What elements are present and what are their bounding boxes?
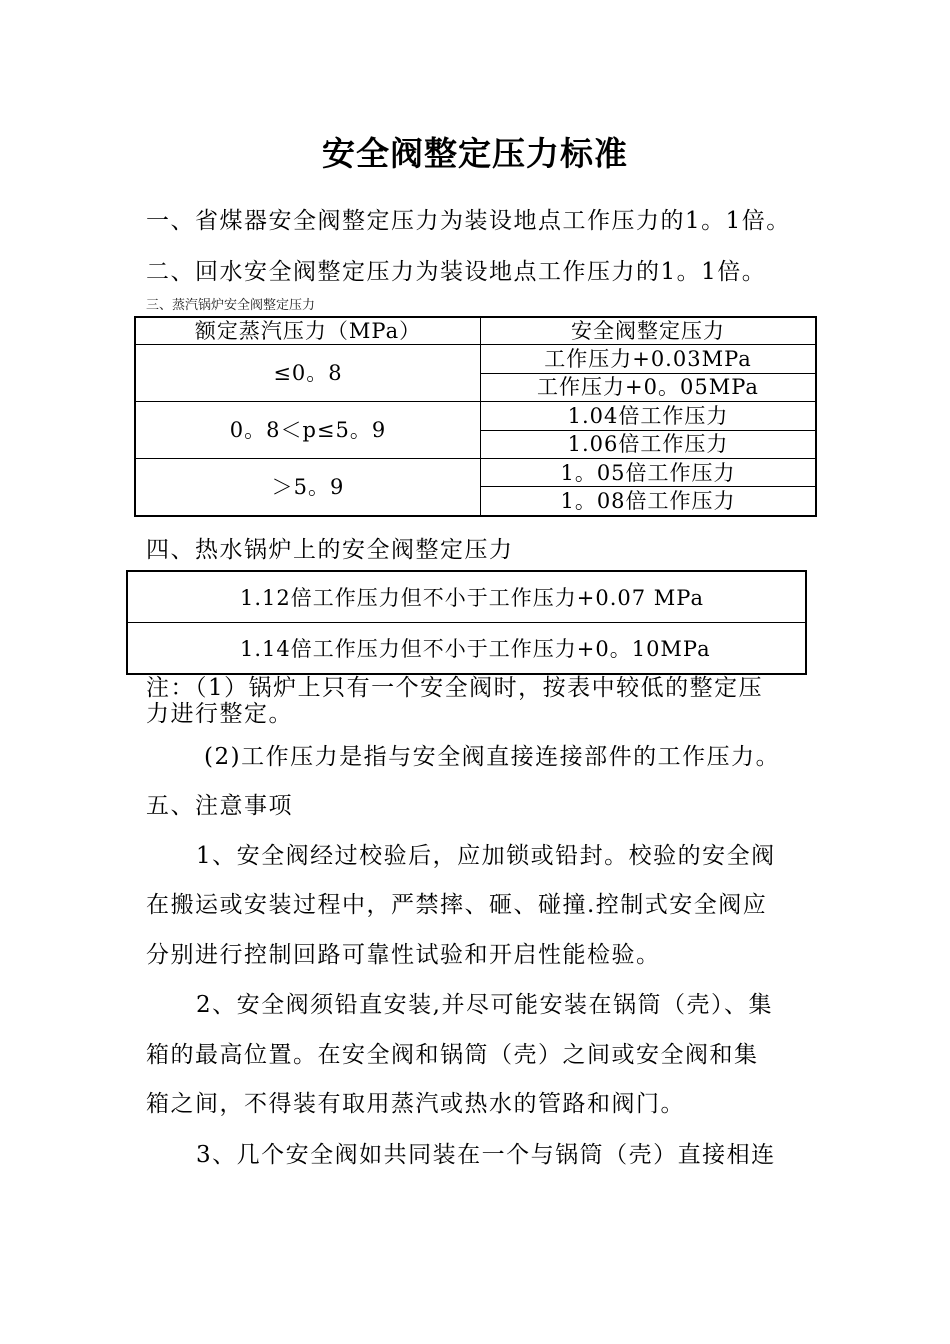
item-economizer: 一、省煤器安全阀整定压力为装设地点工作压力的1。1倍。 <box>146 208 791 234</box>
precaution-1-line-2: 在搬运或安装过程中，严禁摔、砸、碰撞.控制式安全阀应 <box>146 892 768 918</box>
setting-cell: 工作压力+0.03MPa <box>481 345 817 374</box>
range-cell: ＞5。9 <box>135 459 481 517</box>
setting-cell: 1。08倍工作压力 <box>481 487 817 516</box>
item-return-water: 二、回水安全阀整定压力为装设地点工作压力的1。1倍。 <box>146 259 767 285</box>
precaution-2-line-2: 箱的最高位置。在安全阀和锅筒（壳）之间或安全阀和集 <box>146 1042 759 1068</box>
item-steam-caption: 三、蒸汽锅炉安全阀整定压力 <box>146 298 316 313</box>
precaution-2-line-3: 箱之间，不得装有取用蒸汽或热水的管路和阀门。 <box>146 1091 685 1117</box>
note-2: (2)工作压力是指与安全阀直接连接部件的工作压力。 <box>204 744 781 770</box>
table-row <box>135 402 816 431</box>
header-rated-pressure: 额定蒸汽压力（MPa） <box>135 317 481 345</box>
item-precautions-heading: 五、注意事项 <box>146 793 293 819</box>
range-cell: ≤0。8 <box>135 345 481 402</box>
header-set-pressure: 安全阀整定压力 <box>481 317 817 345</box>
precaution-2-line-1: 2、安全阀须铅直安装,并尽可能安装在锅筒（壳）、集 <box>196 992 773 1018</box>
page-title: 安全阀整定压力标准 <box>322 134 628 173</box>
table-row <box>135 345 816 374</box>
setting-cell: 工作压力+0。05MPa <box>481 373 817 402</box>
item-hot-water-heading: 四、热水锅炉上的安全阀整定压力 <box>146 537 514 563</box>
precaution-1-line-3: 分别进行控制回路可靠性试验和开启性能检验。 <box>146 942 661 968</box>
range-cell: 0。8＜p≤5。9 <box>135 402 481 459</box>
hot-water-setting-cell: 1.12倍工作压力但不小于工作压力+0.07 MPa <box>127 571 806 623</box>
table-row <box>127 623 806 675</box>
table-header-row <box>135 317 816 345</box>
setting-cell: 1。05倍工作压力 <box>481 459 817 487</box>
hot-water-setting-cell: 1.14倍工作压力但不小于工作压力+0。10MPa <box>127 623 806 675</box>
table-row <box>135 459 816 487</box>
steam-boiler-table <box>134 316 817 517</box>
precaution-3-line-1: 3、几个安全阀如共同装在一个与锅筒（壳）直接相连 <box>196 1142 776 1168</box>
setting-cell: 1.04倍工作压力 <box>481 402 817 431</box>
setting-cell: 1.06倍工作压力 <box>481 430 817 459</box>
table-row <box>127 571 806 623</box>
precaution-1-line-1: 1、安全阀经过校验后，应加锁或铅封。校验的安全阀 <box>196 843 776 869</box>
note-1-line-2: 力进行整定。 <box>146 701 293 727</box>
note-1-line-1: 注：（1）锅炉上只有一个安全阀时，按表中较低的整定压 <box>146 675 764 701</box>
hot-water-boiler-table <box>126 570 807 675</box>
